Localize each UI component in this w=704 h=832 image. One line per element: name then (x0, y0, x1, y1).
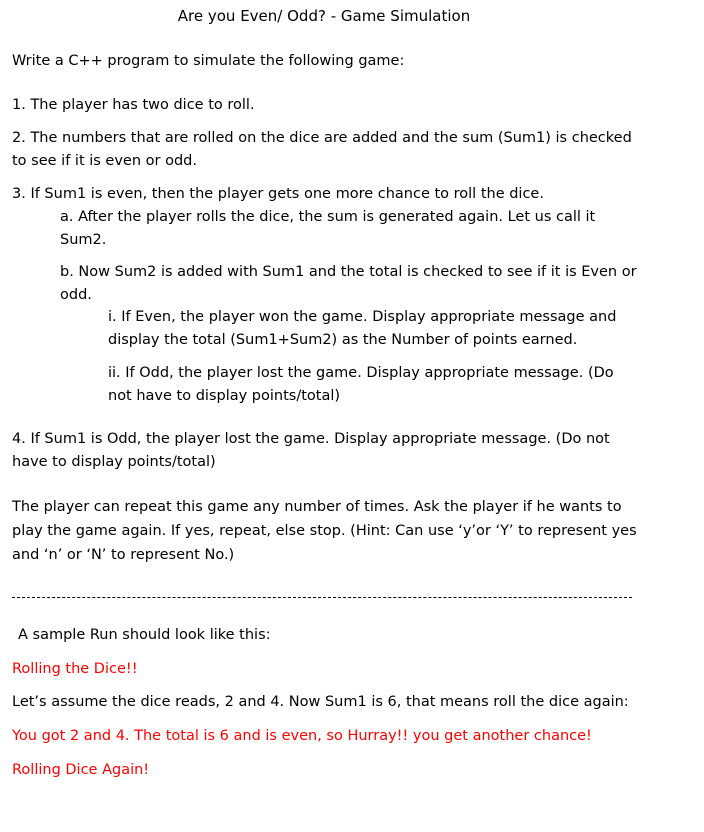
step-3b-ii: ii. If Odd, the player lost the game. Display appropriate message. (Do not have to display points/total) (108, 365, 614, 404)
sample-heading: A sample Run should look like this: (18, 627, 271, 643)
sample-line-rolling: Rolling the Dice!! (12, 661, 138, 677)
step-1: 1. The player has two dice to roll. (12, 97, 255, 113)
sample-line-again: Rolling Dice Again! (12, 762, 150, 778)
repeat-note: The player can repeat this game any number of times. Ask the player if he wants to play the game again. If yes, repeat, else stop. (Hint: Can use ‘y’or ‘Y’ to represent yes and ‘n’ or ‘N’ to represent No.) (12, 499, 637, 563)
step-3b-i: i. If Even, the player won the game. Display appropriate message and display the total (Sum1+Sum2) as the Number of points earned. (108, 309, 617, 348)
step-3b: b. Now Sum2 is added with Sum1 and the total is checked to see if it is Even or odd. (60, 264, 637, 303)
step-3a: a. After the player rolls the dice, the sum is generated again. Let us call it Sum2. (60, 209, 596, 248)
dashed-divider (12, 597, 632, 598)
sample-line-result: You got 2 and 4. The total is 6 and is even, so Hurray!! you get another chance! (12, 728, 592, 744)
step-2: 2. The numbers that are rolled on the dice are added and the sum (Sum1) is checked to see if it is even or odd. (12, 130, 632, 169)
step-3: 3. If Sum1 is even, then the player gets one more chance to roll the dice. (12, 186, 544, 202)
sample-line-assume: Let’s assume the dice reads, 2 and 4. Now Sum1 is 6, that means roll the dice again: (12, 694, 629, 710)
document-title: Are you Even/ Odd? - Game Simulation (177, 7, 471, 25)
intro-text: Write a C++ program to simulate the following game: (12, 53, 405, 69)
step-4: 4. If Sum1 is Odd, the player lost the game. Display appropriate message. (Do not have to display points/total) (12, 431, 610, 470)
